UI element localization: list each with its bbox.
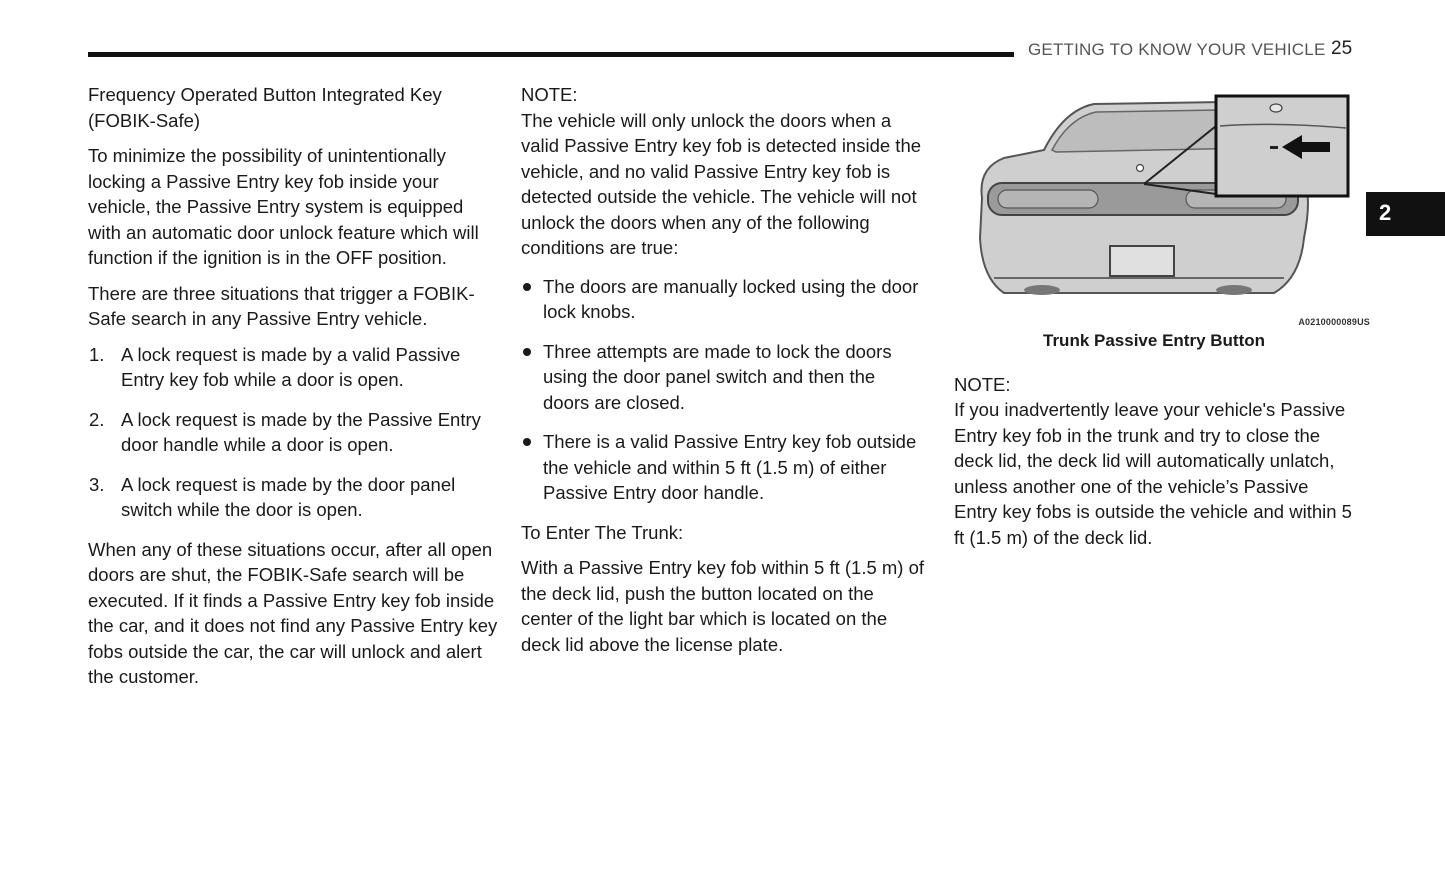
trunk-heading: To Enter The Trunk: <box>521 521 684 543</box>
note-label: NOTE: <box>954 373 1011 395</box>
figure-caption: Trunk Passive Entry Button <box>1043 331 1265 350</box>
note-label: NOTE: <box>521 84 578 105</box>
situations-list <box>88 342 498 523</box>
right-exhaust-shape <box>1216 285 1252 295</box>
list-item: Three attempts are made to lock the doors using the door panel switch and then the doors are closed. <box>521 339 926 416</box>
section-heading <box>88 82 498 133</box>
list-item: There is a valid Passive Entry key fob outside the vehicle and within 5 ft (1.5 m) of either Passive Entry door handle. <box>521 429 926 506</box>
trunk-text: With a Passive Entry key fob within 5 ft (1.5 m) of the deck lid, push the button located on the center of the light bar which is located on the deck lid above the license plate. <box>521 557 925 655</box>
section-heading-line2: (FOBIK-Safe) <box>88 109 201 131</box>
running-title: GETTING TO KNOW YOUR VEHICLE <box>1028 40 1326 59</box>
intro-paragraph: To minimize the possibility of unintentionally locking a Passive Entry key fob inside your vehicle, the Passive Entry system is equipped with an automatic door unlock feature which will function if the ignition is in the OFF position. <box>88 145 479 268</box>
chapter-tab[interactable]: 2 <box>1366 192 1445 236</box>
list-text: A lock request is made by the Passive Entry door handle while a door is open. <box>121 408 481 455</box>
left-lamp-shape <box>998 190 1098 208</box>
left-column <box>88 82 498 700</box>
car-rear-illustration <box>974 88 1354 318</box>
note-text: The vehicle will only unlock the doors when a valid Passive Entry key fob is detected inside the vehicle, and no valid Passive Entry key fob is detected outside the vehicle. The vehicle will not unlock the doors when any of the following conditions are true: <box>521 109 922 258</box>
inset-button-shape <box>1270 146 1278 149</box>
list-item <box>88 472 498 523</box>
left-exhaust-shape <box>1024 285 1060 295</box>
list-text: A lock request is made by the door panel switch while the door is open. <box>121 473 456 520</box>
right-column <box>954 82 1370 560</box>
list-text: A lock request is made by a valid Passive Entry key fob while a door is open. <box>121 343 461 390</box>
middle-column <box>521 82 926 667</box>
trunk-figure <box>974 88 1374 328</box>
header-rule <box>88 52 1014 57</box>
list-number: 2. <box>89 408 105 430</box>
trunk-button-dot <box>1137 165 1144 172</box>
situations-intro: There are three situations that trigger a FOBIK-Safe search in any Passive Entry vehicle. <box>88 282 475 329</box>
inset-emblem-shape <box>1270 104 1282 112</box>
note-text: If you inadvertently leave your vehicle's Passive Entry key fob in the trunk and try to close the deck lid, the deck lid will automatically unlatch, unless another one of the vehicle’s Passive Entry key fobs is outside the vehicle and within 5 ft (1.5 m) of the deck lid. <box>954 399 1352 548</box>
list-number: 1. <box>89 343 105 365</box>
figure-code: A0210000089US <box>1298 317 1370 327</box>
page-number: 25 <box>1331 38 1353 59</box>
list-number: 3. <box>89 473 105 495</box>
list-item <box>88 407 498 458</box>
closing-paragraph: When any of these situations occur, after all open doors are shut, the FOBIK-Safe search will be executed. If it finds a Passive Entry key fob inside the car, and it does not find any Passive Entry key fobs outside the car, the car will unlock and alert the customer. <box>88 538 498 687</box>
license-plate-shape <box>1110 246 1174 276</box>
section-heading-line1: Frequency Operated Button Integrated Key <box>88 84 442 105</box>
conditions-list <box>521 274 926 506</box>
list-item <box>88 342 498 393</box>
list-item: The doors are manually locked using the door lock knobs. <box>521 274 926 325</box>
